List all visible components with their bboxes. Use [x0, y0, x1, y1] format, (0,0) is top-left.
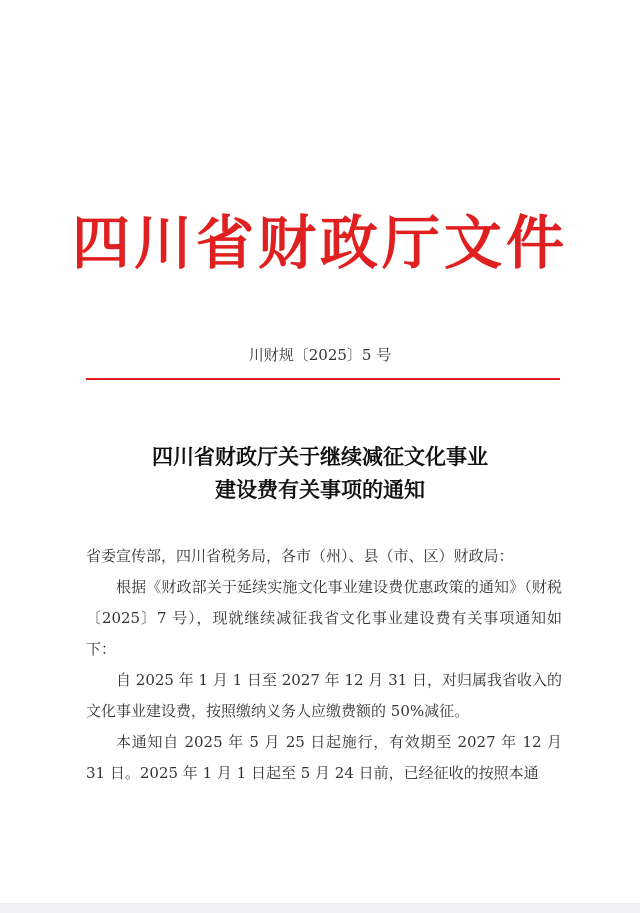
notice-title: [0, 440, 640, 506]
red-divider: [86, 378, 560, 380]
issuer-title: 四川省财政厅文件: [71, 209, 568, 277]
notice-body: [86, 541, 562, 789]
body-paragraph: 本通知自 2025 年 5 月 25 日起施行，有效期至 2027 年 12 月 31 日。2025 年 1 月 1 日起至 5 月 24 日前，已经征收的按照本通: [86, 733, 562, 782]
page-bottom-edge: [0, 903, 640, 913]
addressees: 省委宣传部，四川省税务局，各市（州）、县（市、区）财政局：: [86, 547, 514, 565]
notice-title-line-1: 四川省财政厅关于继续减征文化事业: [152, 444, 488, 469]
notice-title-line-2: 建设费有关事项的通知: [215, 477, 425, 502]
body-paragraph: 根据《财政部关于延续实施文化事业建设费优惠政策的通知》（财税〔2025〕7 号），现就继续减征我省文化事业建设费有关事项通知如下：: [86, 578, 562, 658]
body-paragraph: 自 2025 年 1 月 1 日至 2027 年 12 月 31 日，对归属我省收入的文化事业建设费，按照缴纳义务人应缴费额的 50%减征。: [86, 671, 562, 720]
document-number: 川财规〔2025〕5 号: [248, 346, 392, 364]
